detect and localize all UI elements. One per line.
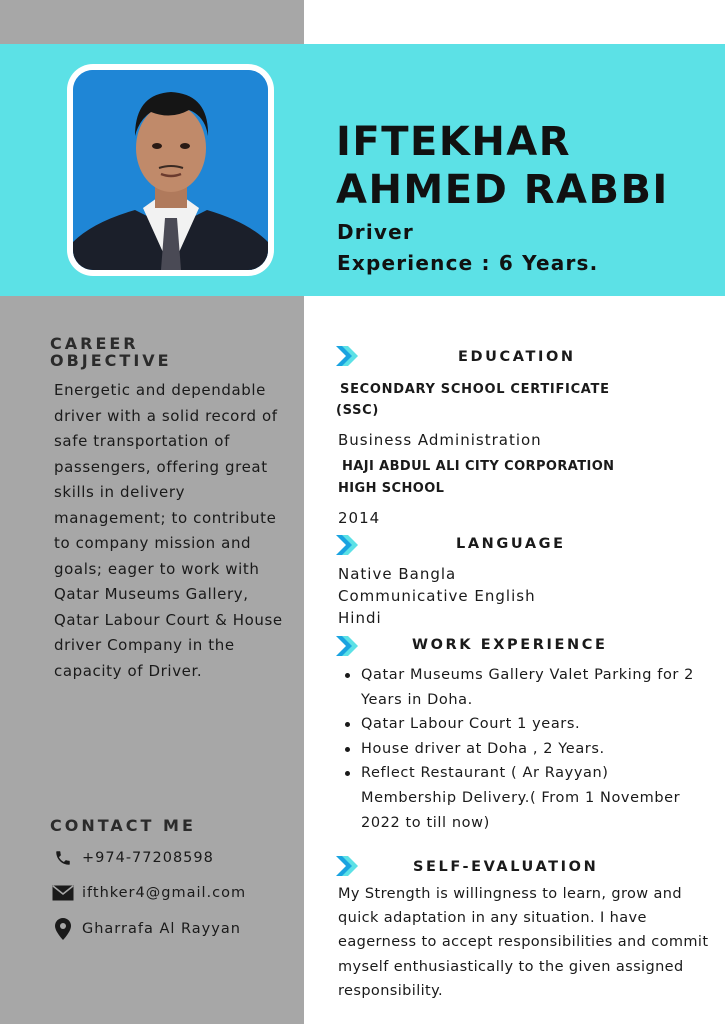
chevron-right-icon xyxy=(336,856,362,876)
chevron-right-icon xyxy=(336,346,362,366)
phone-icon xyxy=(52,847,74,869)
contact-address-row xyxy=(52,918,241,940)
education-certificate xyxy=(336,379,656,421)
contact-phone[interactable]: +974-77208598 xyxy=(82,850,214,866)
chevron-right-icon xyxy=(336,636,362,656)
contact-heading: CONTACT ME xyxy=(50,816,196,835)
self-evaluation-heading: SELF-EVALUATION xyxy=(413,859,599,875)
school-line1: HAJI ABDUL ALI CITY CORPORATION xyxy=(342,459,615,474)
chevron-right-icon xyxy=(336,535,362,555)
contact-phone-row xyxy=(52,847,214,869)
education-school xyxy=(338,456,668,500)
work-item: House driver at Doha , 2 Years. xyxy=(344,737,694,762)
profile-photo-frame xyxy=(67,64,274,276)
work-experience-list xyxy=(344,663,694,835)
contact-email-row xyxy=(52,882,246,904)
map-pin-icon xyxy=(52,918,74,940)
contact-address: Gharrafa Al Rayyan xyxy=(82,921,241,937)
work-experience-heading: WORK EXPERIENCE xyxy=(412,637,608,653)
contact-email[interactable]: ifthker4@gmail.com xyxy=(82,885,247,901)
language-list xyxy=(338,563,536,629)
work-item: Qatar Museums Gallery Valet Parking for 2 Years in Doha. xyxy=(344,663,694,712)
education-field: Business Administration xyxy=(338,431,542,449)
candidate-name-line1: IFTEKHAR xyxy=(336,119,572,165)
candidate-name-line2: AHMED RABBI xyxy=(336,167,669,213)
career-objective-heading xyxy=(50,335,172,369)
career-heading-line2: OBJECTIVE xyxy=(50,351,172,370)
certificate-line2: (SSC) xyxy=(336,403,380,418)
language-item: Communicative English xyxy=(338,587,536,605)
experience-years: Experience : 6 Years. xyxy=(337,251,599,275)
candidate-name xyxy=(336,118,716,214)
language-heading: LANGUAGE xyxy=(456,536,566,552)
school-line2: HIGH SCHOOL xyxy=(338,481,445,496)
language-item: Native Bangla xyxy=(338,565,457,583)
work-item: Reflect Restaurant ( Ar Rayyan) Membership Delivery.( From 1 November 2022 to till now) xyxy=(344,761,694,835)
profile-photo xyxy=(73,70,268,270)
language-item: Hindi xyxy=(338,609,382,627)
career-heading-line1: CAREER xyxy=(50,334,139,353)
education-heading: EDUCATION xyxy=(458,349,576,365)
self-evaluation-text: My Strength is willingness to learn, grow and quick adaptation in any situation. I have eagerness to accept responsibilities and commit myself enthusiastically to the given assigned responsibility. xyxy=(338,886,709,999)
education-year: 2014 xyxy=(338,509,381,527)
job-role: Driver xyxy=(337,220,414,244)
certificate-line1: SECONDARY SCHOOL CERTIFICATE xyxy=(340,382,610,397)
career-objective-text: Energetic and dependable driver with a solid record of safe transportation of passengers, offering great skills in delivery management; to contribute to company mission and goals; eager to work with Qatar Museums Gallery, Qatar Labour Court & House driver Company in the capacity of Driver. xyxy=(54,381,283,680)
work-item: Qatar Labour Court 1 years. xyxy=(344,712,694,737)
profile-photo-illustration xyxy=(73,70,268,270)
envelope-icon xyxy=(52,882,74,904)
